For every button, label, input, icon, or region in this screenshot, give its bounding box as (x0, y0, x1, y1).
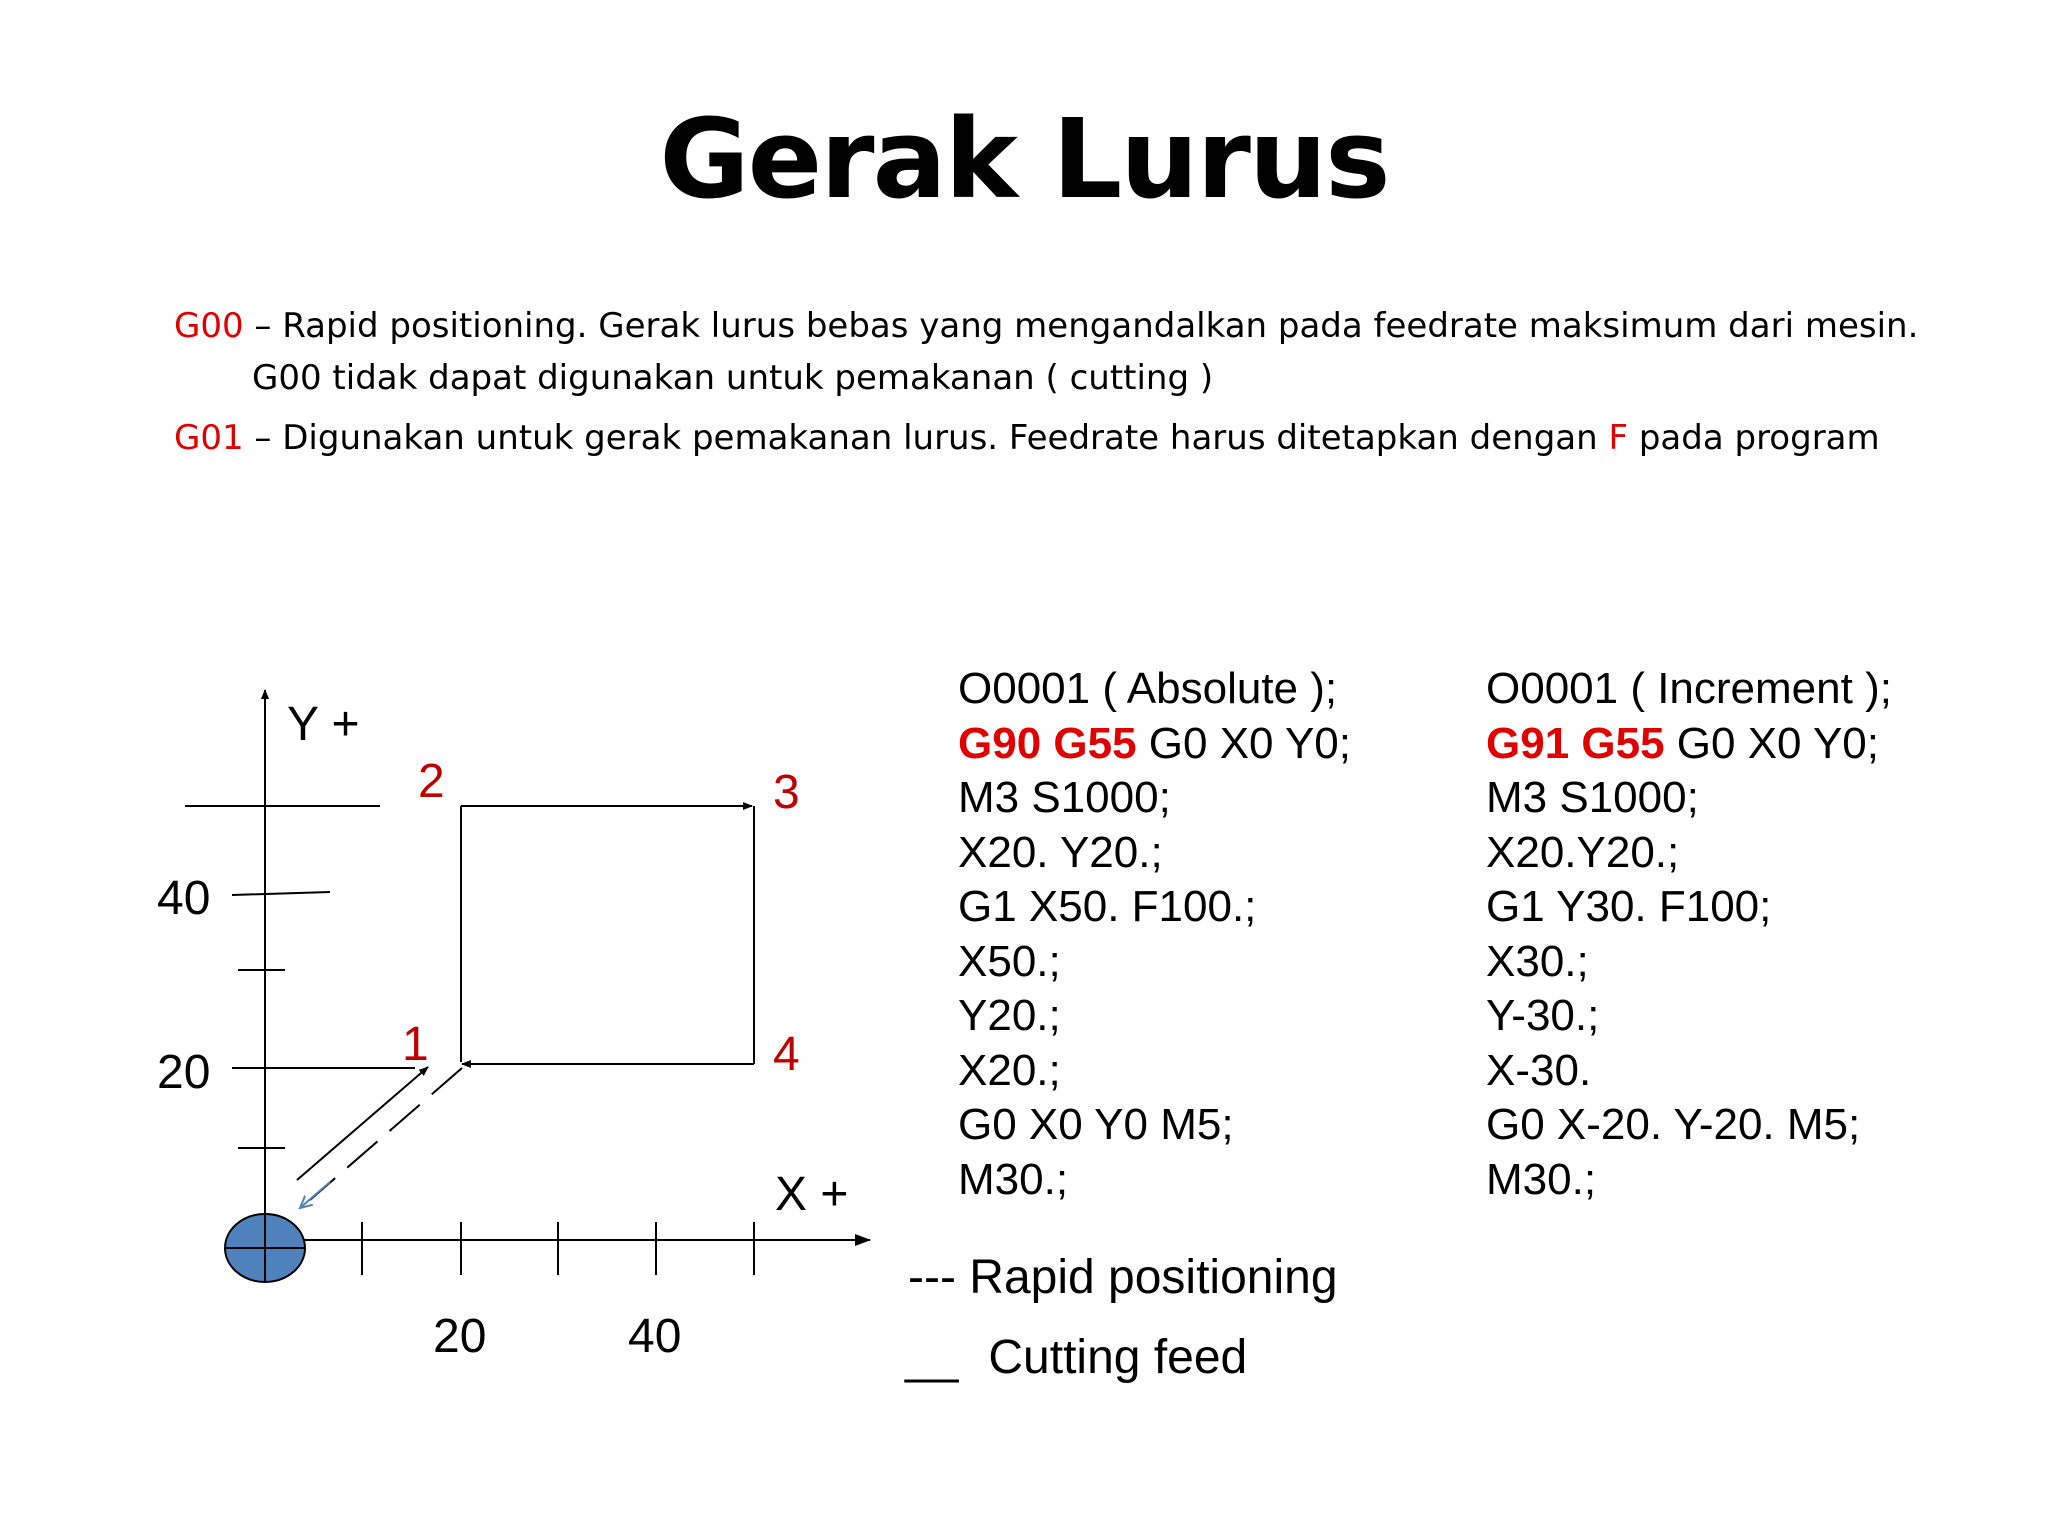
legend-cutting (905, 1330, 1247, 1385)
code-line: M30.; (1486, 1154, 1597, 1204)
program-header: O0001 ( Increment ); (1486, 664, 1892, 713)
x-axis-label: X + (775, 1168, 849, 1221)
rapid-approach-arrow (297, 1067, 428, 1180)
y-tick (232, 892, 330, 895)
point-label-1: 1 (402, 1018, 429, 1071)
point-label-4: 4 (773, 1028, 800, 1081)
code-line: M3 S1000; (1486, 773, 1699, 822)
code-line: M3 S1000; (958, 773, 1171, 822)
x-tick-label-40: 40 (628, 1310, 682, 1363)
code-line: Y20.; (958, 991, 1061, 1040)
code-line: X50.; (958, 936, 1061, 986)
code-line: X30.; (1486, 936, 1589, 986)
rapid-return-arrowhead (300, 1182, 330, 1208)
legend-rapid: --- Rapid positioning (908, 1251, 1338, 1304)
x-tick-label-20: 20 (433, 1310, 487, 1363)
code-line: X20. Y20.; (958, 827, 1163, 877)
g01-description-end: pada program (1628, 418, 1880, 458)
code-line: G0 X0 Y0 M5; (958, 1100, 1234, 1149)
legend-cutting-marker: __ (905, 1331, 959, 1384)
code-line: Y-30.; (1486, 991, 1600, 1040)
point-label-2: 2 (418, 755, 445, 808)
code-line: G1 X50. F100.; (958, 882, 1257, 931)
y-axis-label: Y + (287, 698, 360, 751)
legend-cutting-label: Cutting feed (988, 1331, 1248, 1384)
point-label-3: 3 (773, 766, 800, 819)
code-line: G91 G55 G0 X0 Y0; (1486, 718, 1879, 768)
code-line: G1 Y30. F100; (1486, 882, 1772, 931)
g01-feed-letter: F (1608, 418, 1629, 458)
bullet-g00-continuation: G00 tidak dapat digunakan untuk pemakanan ( cutting ) (252, 358, 1214, 398)
code-line: M30.; (958, 1154, 1069, 1204)
code-keyword: G90 G55 (958, 718, 1137, 768)
code-line: X20.; (958, 1045, 1061, 1095)
slide-title: Gerak Lurus (659, 95, 1389, 223)
y-tick-label-20: 20 (157, 1046, 211, 1099)
code-keyword: G91 G55 (1486, 718, 1665, 768)
program-increment (1486, 662, 1892, 1207)
g00-description: – Rapid positioning. Gerak lurus bebas yang mengandalkan pada feedrate maksimum dari mesin. (243, 306, 1919, 346)
program-header: O0001 ( Absolute ); (958, 664, 1338, 713)
rapid-return-dashed (310, 1068, 462, 1200)
program-absolute (958, 662, 1351, 1207)
code-line: X20.Y20.; (1486, 827, 1680, 877)
code-line: G90 G55 G0 X0 Y0; (958, 718, 1351, 768)
y-tick-label-40: 40 (157, 872, 211, 925)
g01-description: – Digunakan untuk gerak pemakanan lurus. Feedrate harus ditetapkan dengan (243, 418, 1609, 458)
code-line: G0 X-20. Y-20. M5; (1486, 1100, 1861, 1149)
g00-code: G00 (174, 306, 244, 346)
code-line: X-30. (1486, 1045, 1592, 1095)
g01-code: G01 (174, 418, 244, 458)
